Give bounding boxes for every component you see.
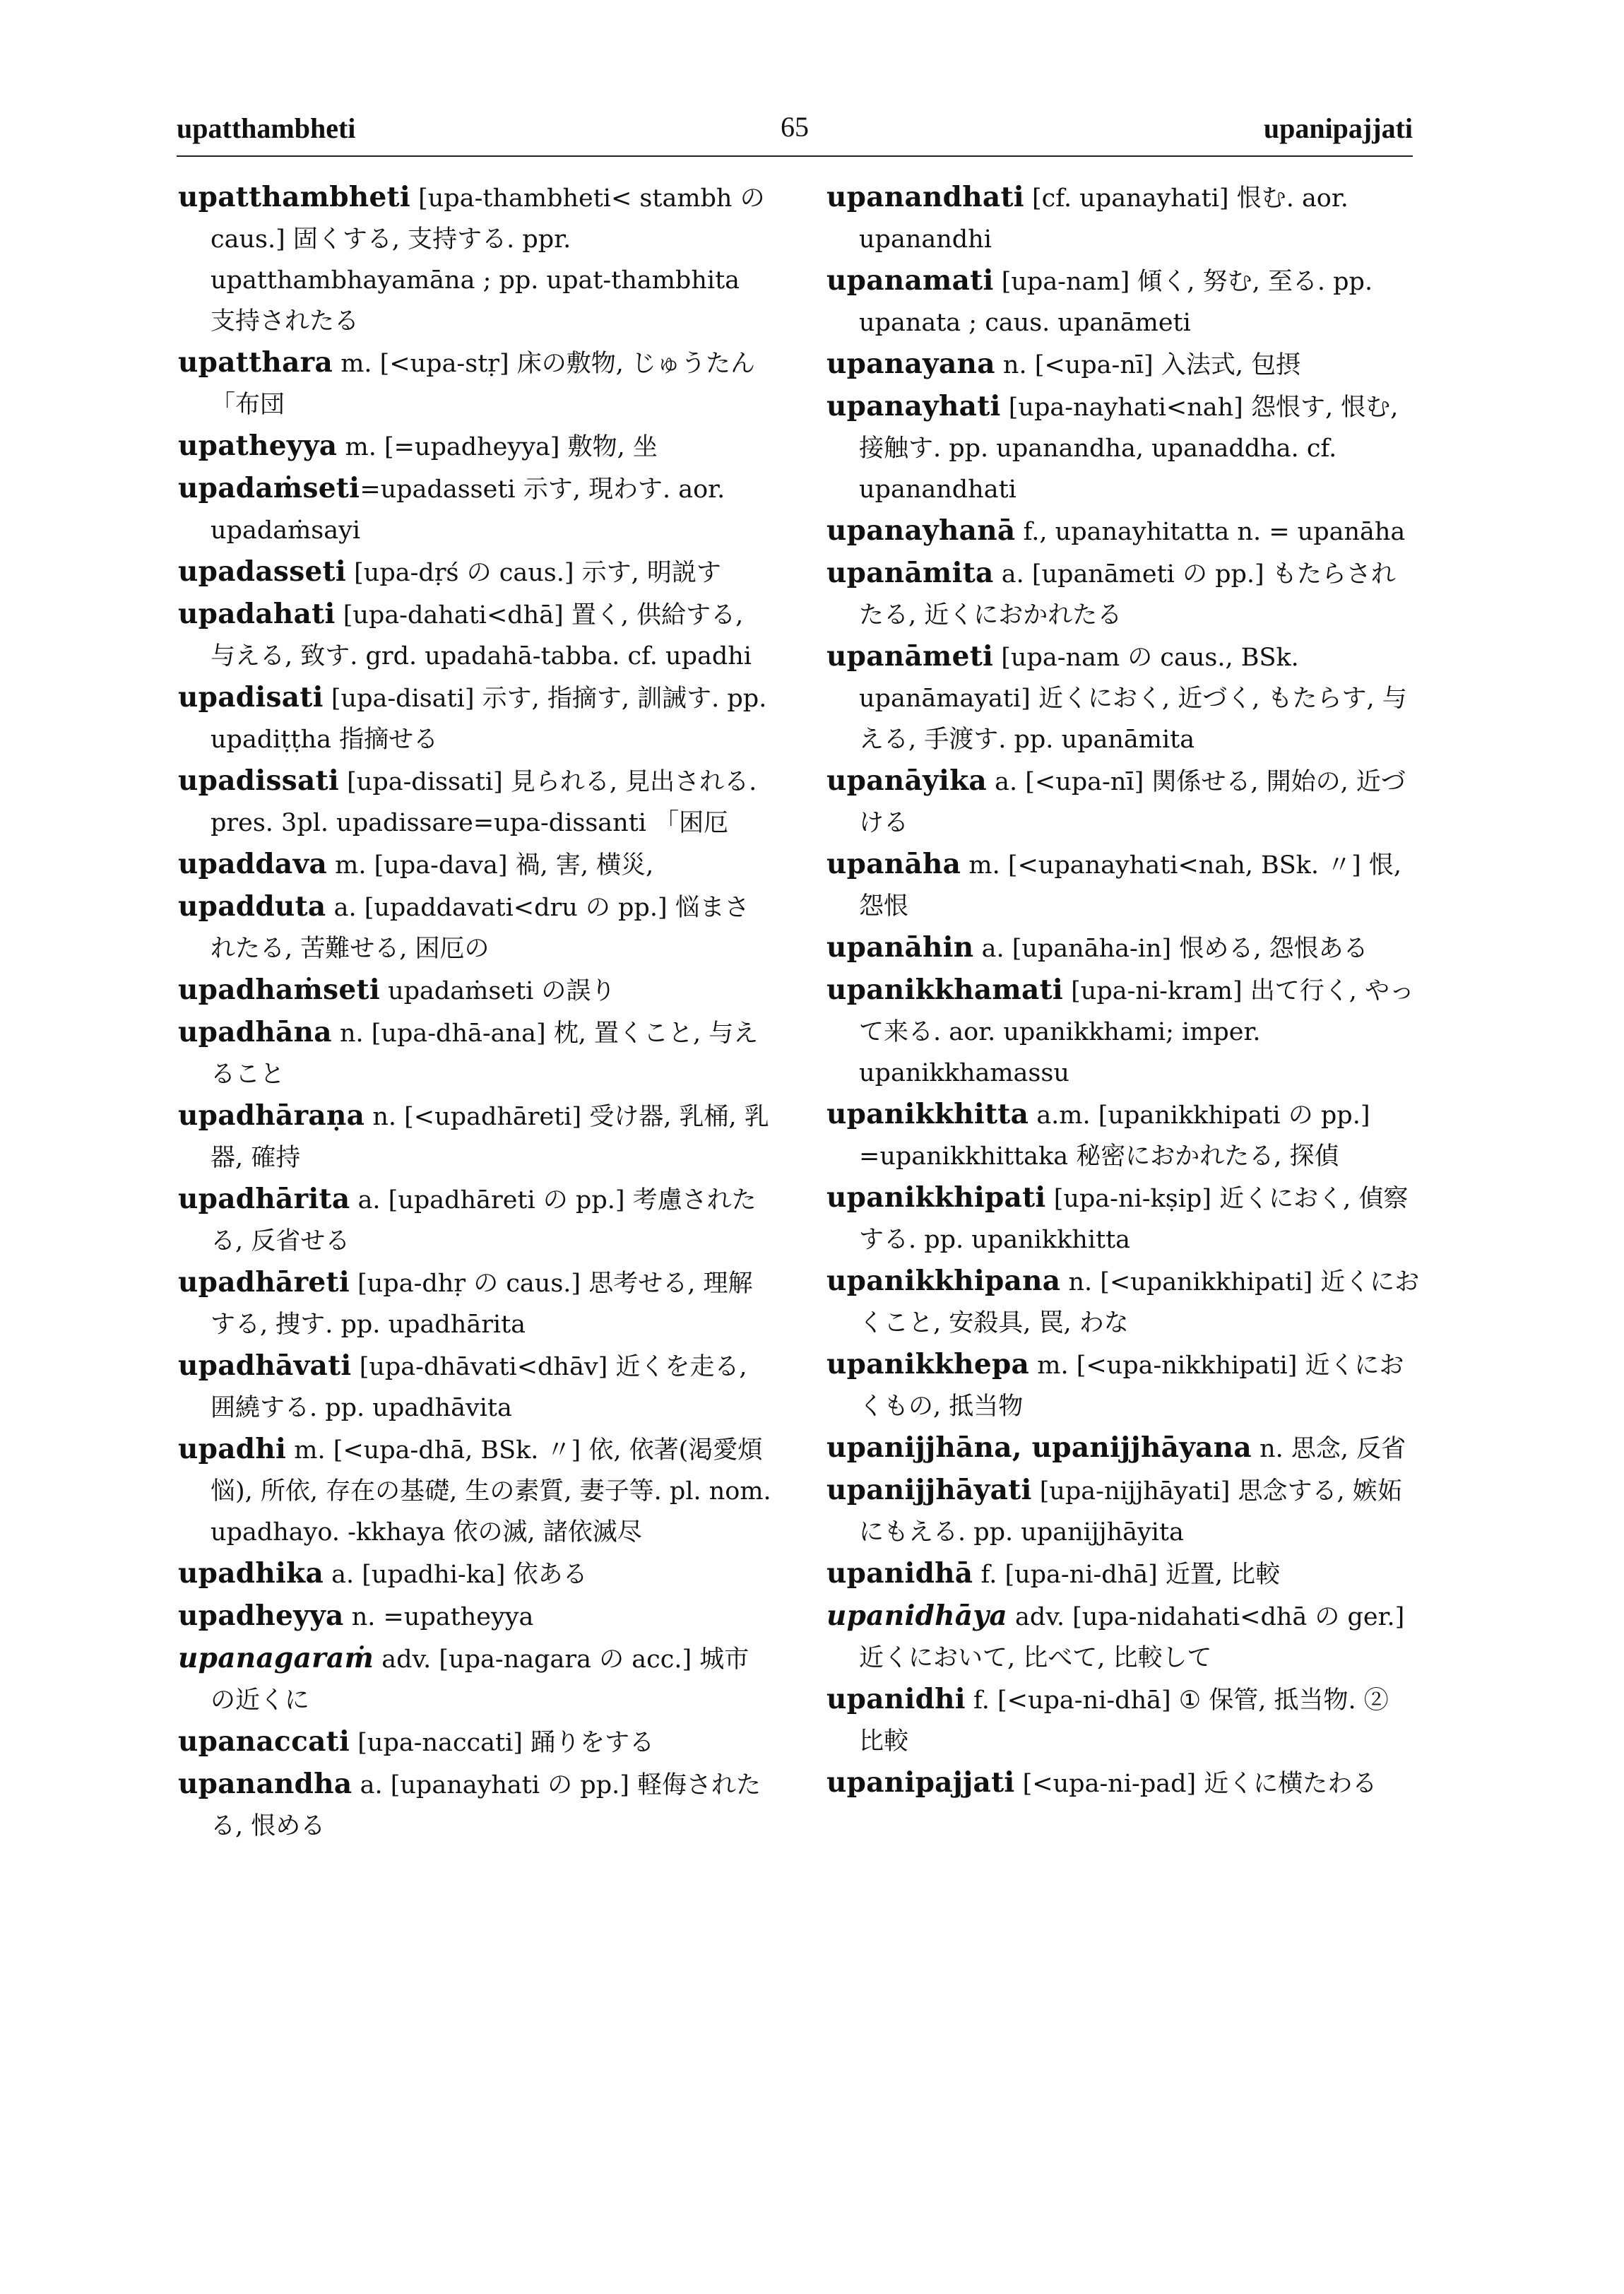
guide-word-right: upanipajjati xyxy=(1263,112,1413,144)
dictionary-entry xyxy=(178,677,771,760)
entry-headword: upatheyya xyxy=(178,430,338,462)
entry-definition: [upa-disati] 示す, 指摘す, 訓誡す. pp. upadiṭṭha 指摘せる xyxy=(211,685,767,754)
dictionary-entry xyxy=(826,386,1420,510)
entry-definition: m. [=upadheyya] 敷物, 坐 xyxy=(337,433,658,461)
entry-headword: upanandhati xyxy=(826,181,1024,213)
entry-definition: f. [<upa-ni-dhā] ① 保管, 抵当物. ② 比較 xyxy=(859,1686,1389,1756)
dictionary-entry xyxy=(178,1262,771,1345)
entry-definition: a. [<upa-nī] 関係せる, 開始の, 近づける xyxy=(859,768,1406,837)
dictionary-entry xyxy=(178,1763,771,1847)
dictionary-entry xyxy=(178,1012,771,1095)
dictionary-entry xyxy=(826,1762,1420,1804)
dictionary-entry xyxy=(178,1721,771,1763)
entry-definition: n. =upatheyya xyxy=(343,1603,534,1631)
entry-headword: upanikkhipana xyxy=(826,1265,1061,1297)
right-column xyxy=(826,177,1420,1804)
entry-definition: a. [upanāmeti の pp.] もたらされたる, 近くにおかれたる xyxy=(859,560,1396,629)
dictionary-entry xyxy=(826,1260,1420,1344)
entry-definition: [upa-nam] 傾く, 努む, 至る. pp. upanata ; caus. upanāmeti xyxy=(859,268,1373,337)
entry-headword: upanidhāya xyxy=(826,1600,1007,1632)
entry-definition: n. [<upa-nī] 入法式, 包摂 xyxy=(995,351,1301,379)
entry-headword: upanijjhāyati xyxy=(826,1474,1032,1506)
entry-definition: [cf. upanayhati] 恨む. aor. upanandhi xyxy=(859,184,1349,254)
entry-headword: upanāhin xyxy=(826,931,974,964)
entry-headword: upanāyika xyxy=(826,764,987,797)
entry-definition: f., upanayhitatta n. = upanāha xyxy=(1015,518,1406,546)
dictionary-entry xyxy=(826,760,1420,844)
entry-headword: upanikkhepa xyxy=(826,1348,1030,1380)
dictionary-entry xyxy=(826,1177,1420,1260)
entry-definition: [upa-dṛś の caus.] 示す, 明説す xyxy=(346,559,721,587)
entry-definition: adv. [upa-nidahati<dhā の ger.] 近くにおいて, 比べて, 比較して xyxy=(859,1603,1405,1672)
entry-headword: upadahati xyxy=(178,598,336,630)
entry-definition: =upadasseti 示す, 現わす. aor. upadaṁsayi xyxy=(211,475,725,545)
entry-definition: [upa-ni-kṣip] 近くにおく, 偵察する. pp. upanikkhitta xyxy=(859,1185,1409,1254)
entry-headword: upanāmita xyxy=(826,557,994,589)
dictionary-entry xyxy=(826,177,1420,260)
dictionary-entry xyxy=(826,1344,1420,1427)
entry-definition: [upa-dhāvati<dhāv] 近くを走る, 囲繞する. pp. upadhāvita xyxy=(211,1353,747,1422)
entry-definition: [upa-thambheti< stambh の caus.] 固くする, 支持する. ppr. upatthambhayamāna ; pp. upat-thambhita 支持されたる xyxy=(211,184,765,336)
entry-headword: upanidhā xyxy=(826,1557,973,1590)
dictionary-entry xyxy=(178,1178,771,1262)
entry-definition: n. [<upadhāreti] 受け器, 乳桶, 乳器, 確持 xyxy=(211,1103,769,1172)
entry-headword: upanandha xyxy=(178,1768,352,1800)
entry-headword: upanikkhamati xyxy=(826,974,1063,1006)
entry-headword: upanāha xyxy=(826,848,961,880)
dictionary-entry xyxy=(178,1595,771,1638)
entry-headword: upanāmeti xyxy=(826,640,994,673)
dictionary-entry xyxy=(826,1470,1420,1553)
entry-headword: upanaccati xyxy=(178,1725,350,1758)
dictionary-entry xyxy=(826,510,1420,552)
dictionary-entry xyxy=(826,636,1420,760)
entry-headword: upadhāraṇa xyxy=(178,1099,365,1132)
entry-definition: a. [upadhi-ka] 依ある xyxy=(324,1561,588,1589)
entry-headword: upadaṁseti xyxy=(178,472,360,504)
entry-headword: upadheyya xyxy=(178,1600,344,1632)
entry-definition: a. [upadhāreti の pp.] 考慮されたる, 反省せる xyxy=(211,1186,757,1255)
dictionary-entry xyxy=(178,1095,771,1178)
dictionary-entry xyxy=(826,260,1420,343)
entry-definition: [upa-nayhati<nah] 怨恨す, 恨む, 接触す. pp. upanandha, upanaddha. cf. upanandhati xyxy=(859,394,1399,504)
entry-headword: upadissati xyxy=(178,764,339,797)
entry-headword: upadhārita xyxy=(178,1183,350,1215)
dictionary-entry xyxy=(826,552,1420,636)
entry-headword: upanamati xyxy=(826,264,994,297)
entry-headword: upadhāna xyxy=(178,1016,332,1048)
dictionary-entry xyxy=(178,1553,771,1595)
dictionary-entry xyxy=(178,969,771,1012)
entry-headword: upanidhi xyxy=(826,1683,966,1715)
dictionary-entry xyxy=(826,1595,1420,1679)
entry-headword: upadhi xyxy=(178,1433,287,1465)
dictionary-entry xyxy=(178,844,771,886)
dictionary-entry xyxy=(178,425,771,468)
dictionary-entry xyxy=(178,177,771,342)
dictionary-entry xyxy=(826,969,1420,1094)
entry-definition: [upa-dahati<dhā] 置く, 供給する, 与える, 致す. grd. upadahā-tabba. cf. upadhi xyxy=(211,601,752,670)
entry-definition: a. [upanāha-in] 恨める, 怨恨ある xyxy=(973,935,1368,963)
entry-definition: m. [<upa-nikkhipati] 近くにおくもの, 抵当物 xyxy=(859,1352,1404,1421)
left-column xyxy=(178,177,771,1847)
entry-headword: upanipajjati xyxy=(826,1766,1015,1799)
dictionary-entry xyxy=(826,927,1420,969)
entry-headword: upadhaṁseti xyxy=(178,974,380,1006)
entry-definition: upadaṁseti の誤り xyxy=(379,977,616,1005)
entry-headword: upadasseti xyxy=(178,555,346,588)
entry-definition: n. [<upanikkhipati] 近くにおくこと, 安殺具, 罠, わな xyxy=(859,1268,1420,1337)
dictionary-entry xyxy=(826,1094,1420,1177)
entry-headword: upanikkhitta xyxy=(826,1098,1029,1130)
dictionary-entry xyxy=(178,593,771,677)
entry-definition: [upa-nijjhāyati] 思念する, 嫉妬にもえる. pp. upanijjhāyita xyxy=(859,1477,1402,1547)
entry-headword: upatthambheti xyxy=(178,181,410,213)
entry-definition: a. [upaddavati<dru の pp.] 悩まされたる, 苦難せる, 困厄の xyxy=(211,894,749,963)
entry-definition: n. [upa-dhā-ana] 枕, 置くこと, 与えること xyxy=(211,1019,759,1089)
entry-definition: adv. [upa-nagara の acc.] 城市の近くに xyxy=(211,1645,749,1715)
entry-definition: m. [upa-dava] 禍, 害, 横災, xyxy=(327,851,654,880)
entry-headword: upadhāvati xyxy=(178,1349,352,1382)
dictionary-entry xyxy=(826,343,1420,386)
entry-definition: m. [<upa-stṛ] 床の敷物, じゅうたん 「布団 xyxy=(211,350,756,419)
entry-headword: upadhika xyxy=(178,1557,324,1590)
entry-headword: upanayhanā xyxy=(826,514,1016,547)
entry-headword: upatthara xyxy=(178,346,333,379)
entry-headword: upaddava xyxy=(178,848,328,880)
entry-headword: upanijjhāna, upanijjhāyana xyxy=(826,1431,1252,1464)
entry-definition: [<upa-ni-pad] 近くに横たわる xyxy=(1014,1770,1377,1798)
dictionary-entry xyxy=(178,468,771,551)
page-number: 65 xyxy=(781,111,809,143)
entry-headword: upadduta xyxy=(178,890,326,923)
entry-definition: [upa-dhṛ の caus.] 思考せる, 理解する, 捜す. pp. upadhārita xyxy=(211,1270,753,1339)
entry-headword: upadhāreti xyxy=(178,1266,350,1299)
dictionary-entry xyxy=(178,1345,771,1429)
entry-definition: m. [<upanayhati<nah, BSk. 〃] 恨, 怨恨 xyxy=(859,851,1402,921)
entry-definition: a. [upanayhati の pp.] 軽侮されたる, 恨める xyxy=(211,1771,761,1840)
entry-headword: upanayhati xyxy=(826,390,1001,422)
entry-definition: f. [upa-ni-dhā] 近置, 比較 xyxy=(973,1561,1281,1589)
entry-headword: upanagaraṁ xyxy=(178,1642,374,1674)
dictionary-entry xyxy=(178,342,771,425)
dictionary-entry xyxy=(826,844,1420,927)
dictionary-entry xyxy=(178,551,771,593)
running-header xyxy=(177,106,1413,157)
entry-definition: [upa-nam の caus., BSk. upanāmayati] 近くにおく, 近づく, もたらす, 与える, 手渡す. pp. upanāmita xyxy=(859,644,1407,754)
dictionary-entry xyxy=(178,886,771,969)
dictionary-entry xyxy=(826,1679,1420,1762)
dictionary-entry xyxy=(178,1638,771,1721)
entry-headword: upanikkhipati xyxy=(826,1181,1046,1214)
dictionary-entry xyxy=(826,1553,1420,1595)
entry-headword: upanayana xyxy=(826,348,995,380)
dictionary-entry xyxy=(826,1427,1420,1470)
entry-definition: [upa-ni-kram] 出て行く, やって来る. aor. upanikkhami; imper. upanikkhamassu xyxy=(859,977,1415,1087)
entry-headword: upadisati xyxy=(178,681,324,714)
entry-definition: m. [<upa-dhā, BSk. 〃] 依, 依著(渇愛煩悩), 所依, 存在の基礎, 生の素質, 妻子等. pl. nom. upadhayo. -kkhaya 依の滅, 諸依滅尽 xyxy=(211,1436,771,1547)
entry-definition: [upa-dissati] 見られる, 見出される. pres. 3pl. upadissare=upa-dissanti 「困厄 xyxy=(211,768,757,837)
entry-definition: n. 思念, 反省 xyxy=(1251,1435,1406,1463)
entry-definition: [upa-naccati] 踊りをする xyxy=(350,1729,655,1757)
entry-definition: a.m. [upanikkhipati の pp.] =upanikkhittaka 秘密におかれたる, 探偵 xyxy=(859,1101,1370,1171)
guide-word-left: upatthambheti xyxy=(177,112,356,144)
dictionary-entry xyxy=(178,1429,771,1553)
dictionary-entry xyxy=(178,760,771,844)
